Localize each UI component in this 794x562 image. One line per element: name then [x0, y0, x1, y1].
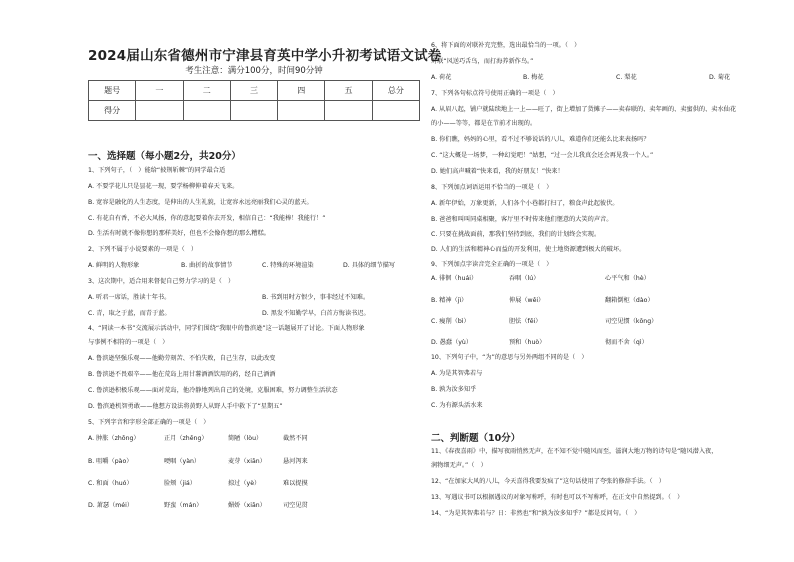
q5-cell: 正月（zhēng）	[164, 435, 208, 442]
q8-option-a: A. 新年伊始，万象更新，人们各个小巷都打扫了，粮食声此起彼伏。	[431, 200, 619, 207]
q4-option-a: A. 鲁滨逊坚强乐观——他勤劳刻苦、不怕失败，自己生存，以此改变	[88, 355, 276, 362]
q7-option-b: B. 你们瞧，妈妈的心里，看不过不够说话的八儿，难道你们还能么比来表扬吗？	[431, 136, 650, 143]
q5-cell: C. 和面（huó）	[88, 480, 133, 487]
q2-stem: 2、下列不属于小说要素的一项是（ ）	[88, 246, 198, 253]
q9-cell: 翻箱倒柜（dào）	[605, 297, 654, 304]
q9-cell: B. 精神（jì）	[431, 297, 468, 304]
q7-option-c: C. “这大概是一场梦，一种幻觉吧！”姑想，“过一会儿我真会还会再见我一个人。”	[431, 152, 654, 159]
q7-option-a-cont: 的小——等等，都是在节前才出现的。	[431, 120, 537, 127]
section2-heading: 二、判断题（10分）	[431, 433, 521, 444]
q8-option-d: D. 人们的生活和精神心而益的开发利用，使土地资源遭到极大的破坏。	[431, 246, 626, 253]
q2-option-b: B. 曲折的故事情节	[181, 262, 233, 269]
exam-title: 2024届山东省德州市宁津县育英中学小升初考试语文试卷	[88, 48, 442, 64]
q7-stem: 7、下列各句标点符号使用正确的一项是（ ）	[431, 90, 559, 97]
q9-stem: 9、下列加点字读音完全正确的一项是（ ）	[431, 261, 553, 268]
q8-stem: 8、下列加点词语运用不恰当的一项是（ ）	[431, 184, 553, 191]
q4-option-c: C. 鲁滨逊积极乐观——面对荒岛，他冷静地列出自己的处境，克服困难，努力调整生活状态	[88, 387, 338, 394]
judge-item: 14、“为是其智弗若与？日：非然也”和“孰为汝多知乎？”都是反问句。（ ）	[431, 510, 641, 517]
q9-cell: D. 愚蠢（yù）	[431, 339, 473, 346]
q9-cell: 心平气和（hè）	[605, 275, 650, 282]
q2-option-c: C. 特殊的环境渲染	[262, 262, 314, 269]
q4-option-d: D. 鲁滨逊机智勇敢——他想方设法将黄野人从野人手中救下了“星期五”	[88, 403, 283, 410]
score-blank-cell[interactable]	[183, 101, 230, 121]
q5-cell: 麦芽（xiān）	[228, 458, 266, 465]
score-table-header-row	[89, 81, 420, 101]
judge-item: 13、写遇议书可以根据遇议的对象写称呼，有时也可以不写称呼，在正文中自然提到。（ ）	[431, 494, 684, 501]
q3-stem: 3、这次期中，适合用来督促自己努力学习的是（ ）	[88, 278, 235, 285]
q7-option-a: A. 从眉八起，铺户就陆续地上一上——旺了，街上增加了货摊子——卖春联的、卖年画的、卖蜜供的、卖水仙花	[431, 106, 737, 113]
q10-option-b: B. 孰为汝多知乎	[431, 386, 477, 393]
q1-option-a: A. 不要学花儿只是昙花一现，要学杨柳伸着春天飞来。	[88, 183, 239, 190]
q8-option-c: C. 只要在挑战面前，那我们坚持到底，我们的计划终会实现。	[431, 231, 601, 238]
q6-stem: 6、将下面的对联补充完整，选出最恰当的一项。（ ）	[431, 42, 581, 49]
q3-option-c: C. 青，取之于蓝，而青于蓝。	[88, 310, 171, 317]
q1-option-b: B. 宽容是融化的人生态度，是伸出的人生礼貌，让宽容永远亮丽我们心灵的蓝天。	[88, 199, 313, 206]
q1-option-c: C. 有花自有香，不必大风扬，你的意起要着你去开发，相信自己：“我能棒！我能行！”	[88, 215, 326, 222]
q5-cell: B. 咀嚼（pào）	[88, 458, 133, 465]
q9-cell: 彻而不舍（qì）	[605, 339, 648, 346]
q9-cell: A. 徘徊（huái）	[431, 275, 478, 282]
q9-cell: C. 瘦削（bì）	[431, 318, 470, 325]
q5-cell: 难以捉摸	[283, 480, 308, 487]
exam-notice: 考生注意：满分100分，时间90分钟	[185, 66, 323, 76]
q2-option-d: D. 具体的细节描写	[343, 262, 396, 269]
q6-option-c: C. 梨花	[616, 74, 637, 81]
q6-option-a: A. 荷花	[431, 74, 452, 81]
score-header-cell: 题号	[89, 81, 136, 101]
q8-option-b: B. 爸爸和叫叫同桌相聚，客厅里不时传来他们惬意的大笑的声音。	[431, 216, 613, 223]
q1-option-d: D. 生活有时就不像你想的那样美好，但也不会像你想的那么糟糕。	[88, 230, 270, 237]
q5-cell: 哽咽（yàn）	[164, 458, 201, 465]
score-header-cell: 五	[325, 81, 372, 101]
q9-cell: 预和（huò）	[509, 339, 546, 346]
score-header-cell: 三	[230, 81, 277, 101]
q5-cell: 司空见贯	[283, 502, 308, 509]
q5-cell: A. 肿胀（zhōng）	[88, 435, 140, 442]
q10-stem: 10、下列句子中，“为”的意思与另外两组不同的是（ ）	[431, 354, 588, 361]
score-table	[88, 80, 420, 121]
q3-option-b: B. 书到用时方恨少，事非经过不知难。	[262, 294, 370, 301]
q5-cell: 掠过（yè）	[228, 480, 261, 487]
score-header-cell: 二	[183, 81, 230, 101]
q10-option-c: C. 为有源头活水来	[431, 402, 483, 409]
q4-stem-line2: 与事例不相符的一项是（ ）	[88, 339, 169, 346]
q5-cell: D. 萧瑟（méi）	[88, 502, 134, 509]
q6-option-d: D. 菊花	[709, 74, 731, 81]
q5-cell: 悬河泻来	[283, 458, 308, 465]
q4-option-b: B. 鲁滨逊不畏艰辛——他在荒岛上用甘薯酒酒饮用的药，经自己酒酒	[88, 371, 276, 378]
judge-item: 11、《春夜喜雨》中，描写夜雨悄然无声，在不知不觉中随风而至，滋润大地万物的诗句是“随风潜入夜，	[431, 448, 718, 455]
q6-couplet: 对联“风送巧舌鸟，而打海养新作鸟。”	[431, 58, 534, 65]
score-header-cell: 总分	[372, 81, 419, 101]
q2-option-a: A. 鲜明的人物形象	[88, 262, 140, 269]
q7-option-d: D. 她们高声喊着“快来看，我的好朋友！”快来！	[431, 168, 564, 175]
q5-cell: 野蛮（mán）	[164, 502, 203, 509]
q3-option-a: A. 听君一席话，胜读十年书。	[88, 294, 171, 301]
q9-cell: 司空见惯（kōng）	[605, 318, 658, 325]
q9-cell: 吞咽（lú）	[509, 275, 540, 282]
judge-item: 12、“在加家大风的八儿，今天喜得我要发疯了”这句话使用了夸张的修辞手法。（ ）	[431, 478, 665, 485]
q9-cell: 伸展（wěi）	[509, 297, 545, 304]
q5-stem: 5、下列字音和字形全部正确的一项是（ ）	[88, 419, 210, 426]
q5-cell: 脸颊（jiá）	[164, 480, 196, 487]
q5-cell: 简陋（lòu）	[228, 435, 263, 442]
score-table-score-row	[89, 101, 420, 121]
score-header-cell: 四	[278, 81, 325, 101]
q6-option-b: B. 梅花	[523, 74, 544, 81]
q5-cell: 媚娇（xiān）	[228, 502, 266, 509]
score-blank-cell[interactable]	[325, 101, 372, 121]
score-header-cell: 一	[136, 81, 183, 101]
score-blank-cell[interactable]	[230, 101, 277, 121]
judge-item-cont: 润物细无声。”（ ）	[431, 462, 487, 469]
score-blank-cell[interactable]	[278, 101, 325, 121]
q9-cell: 胆怯（fēi）	[509, 318, 542, 325]
q1-stem: 1、下列句子，（ ）能给“披荆斩棘”的同学最合适	[88, 167, 226, 174]
q4-stem-line1: 4、“同读一本书”交流展示活动中，同学们围绕“我眼中的鲁滨逊”这一话题展开了讨论。下面人物形象	[88, 325, 365, 332]
q3-option-d: D. 黑发不知勤学早，白首方悔读书迟。	[262, 310, 370, 317]
q10-option-a: A. 为是其智弗若与	[431, 370, 483, 377]
section1-heading: 一、选择题（每小题2分，共20分）	[88, 151, 241, 162]
score-row-label: 得分	[89, 101, 136, 121]
q5-cell: 截然不同	[283, 435, 308, 442]
score-blank-cell[interactable]	[136, 101, 183, 121]
score-blank-cell[interactable]	[372, 101, 419, 121]
